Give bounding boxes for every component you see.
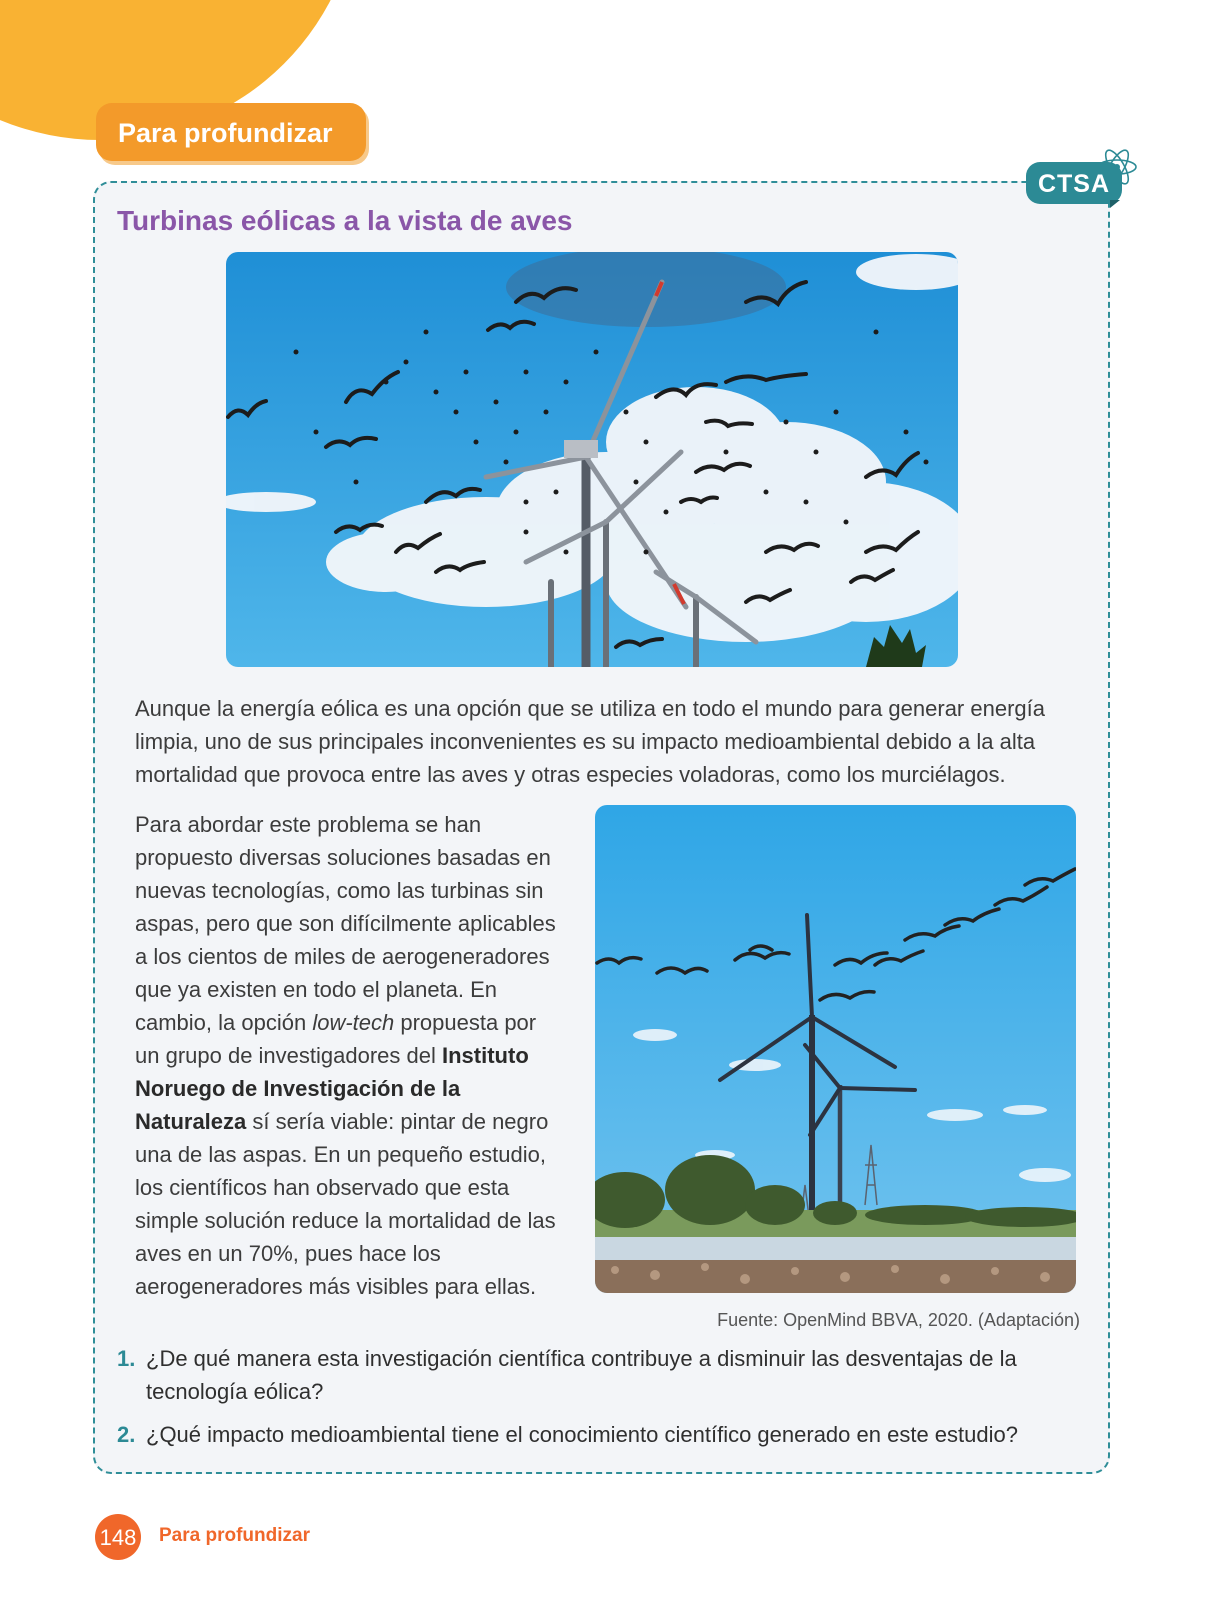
photo-source-caption: Fuente: OpenMind BBVA, 2020. (Adaptación) (717, 1310, 1080, 1330)
paragraph-solution-bold: Instituto Noruego de Investigación de la Naturaleza (135, 1043, 529, 1134)
question-1-number: 1. (117, 1346, 136, 1371)
photo-turbines-birds (226, 252, 958, 667)
question-2-number: 2. (117, 1422, 136, 1447)
ctsa-badge: CTSA (1026, 162, 1122, 204)
footer-section-label: Para profundizar (159, 1525, 310, 1546)
question-2 (117, 1418, 1077, 1451)
paragraph-intro: Aunque la energía eólica es una opción que se utiliza en todo el mundo para generar energía limpia, uno de sus principales inconvenientes es su impacto medioambiental debido a la alta mortalidad que provoca entre las aves y otras especies voladoras, como los murciélagos. (135, 696, 1045, 787)
paragraph-solution-text-2: propuesta por un grupo de investigadores del (135, 1010, 537, 1068)
question-1-text: ¿De qué manera esta investigación científica contribuye a disminuir las desventajas de la tecnología eólica? (146, 1346, 1017, 1404)
paragraph-solution-text-3: sí sería viable: pintar de negro una de las aspas. En un pequeño estudio, los científicos han observado que esta simple solución reduce la mortalidad de las aves en un 70%, pues hace los aerogeneradores más visibles para ellas. (135, 1109, 556, 1299)
section-tab: Para profundizar (96, 103, 366, 161)
question-1 (117, 1342, 1077, 1408)
paragraph-solution (135, 808, 565, 1303)
paragraph-solution-text-1: Para abordar este problema se han propuesto diversas soluciones basadas en nuevas tecnologías, como las turbinas sin aspas, pero que son difícilmente aplicables a los cientos de miles de aerogeneradores que ya existen en todo el planeta. En cambio, la opción (135, 812, 556, 1035)
badge-fold (1110, 200, 1120, 208)
question-2-text: ¿Qué impacto medioambiental tiene el conocimiento científico generado en este estudio? (146, 1422, 1018, 1447)
photo-turbines-landscape (595, 805, 1076, 1293)
paragraph-solution-italic: low-tech (312, 1010, 395, 1035)
page-number: 148 (95, 1514, 141, 1560)
article-title: Turbinas eólicas a la vista de aves (117, 205, 573, 236)
atom-icon (1094, 144, 1140, 190)
